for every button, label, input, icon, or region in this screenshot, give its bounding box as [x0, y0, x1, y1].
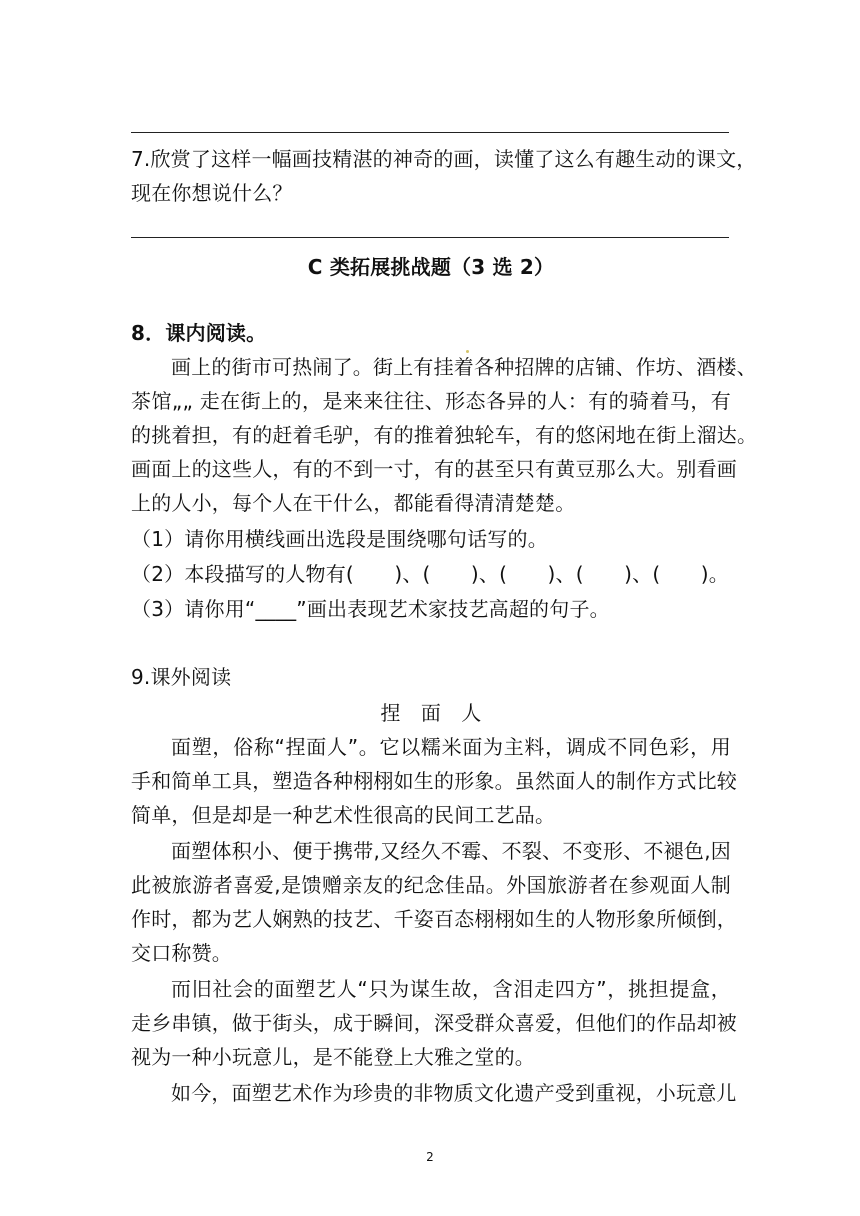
- section-c-title: C 类拓展挑战题（3 选 2）: [307, 255, 555, 279]
- article-line: 面塑，俗称“捏面人”。它以糯米面为主料，调成不同色彩，用: [171, 735, 731, 759]
- passage-line: 画上的街市可热闹了。街上有挂着各种招牌的店铺、作坊、酒楼、: [171, 355, 757, 379]
- answer-line: [131, 132, 729, 133]
- article-line: 交口称赞。: [131, 941, 232, 965]
- article-line: 视为一种小玩意儿，是不能登上大雅之堂的。: [131, 1045, 535, 1069]
- passage-line: 的挑着担，有的赶着毛驴，有的推着独轮车，有的悠闲地在街上溜达。: [131, 423, 758, 447]
- passage-line: 画面上的这些人，有的不到一寸，有的甚至只有黄豆那么大。别看画: [131, 457, 737, 481]
- passage-line: 茶馆„„ 走在街上的，是来来往往、形态各异的人：有的骑着马，有: [131, 389, 731, 413]
- article-line: 如今，面塑艺术作为珍贵的非物质文化遗产受到重视，小玩意儿: [171, 1081, 737, 1105]
- article-line: 而旧社会的面塑艺人“只为谋生故，含泪走四方”，挑担提盒，: [171, 977, 731, 1001]
- article-line: 手和简单工具，塑造各种栩栩如生的形象。虽然面人的制作方式比较: [131, 769, 737, 793]
- q8-subquestion-1: （1）请你用横线画出选段是围绕哪句话写的。: [131, 527, 548, 551]
- article-line: 作时，都为艺人娴熟的技艺、千姿百态栩栩如生的人物形象所倾倒，: [131, 907, 737, 931]
- article-title: 捏 面 人: [380, 701, 482, 725]
- article-line: 走乡串镇，做于街头，成于瞬间，深受群众喜爱，但他们的作品却被: [131, 1011, 737, 1035]
- q8-subquestion-2: （2）本段描写的人物有( )、( )、( )、( )、( )。: [131, 562, 729, 586]
- article-line: 面塑体积小、便于携带,又经久不霉、不裂、不变形、不褪色,因: [171, 839, 731, 863]
- article-line: 此被旅游者喜爱,是馈赠亲友的纪念佳品。外国旅游者在参观面人制: [131, 873, 731, 897]
- article-line: 简单，但是却是一种艺术性很高的民间工艺品。: [131, 803, 556, 827]
- q8-heading: 8．课内阅读。: [131, 321, 267, 345]
- q8-subquestion-3: （3）请你用“____”画出表现艺术家技艺高超的句子。: [131, 597, 610, 621]
- q7-text-line: 7.欣赏了这样一幅画技精湛的神奇的画，读懂了这么有趣生动的课文，: [131, 147, 757, 171]
- page-number: 2: [426, 1150, 434, 1164]
- answer-line: [131, 237, 729, 238]
- q7-text-line: 现在你想说什么？: [131, 181, 293, 205]
- passage-line: 上的人小，每个人在干什么，都能看得清清楚楚。: [131, 491, 576, 515]
- q9-heading: 9.课外阅读: [131, 665, 232, 689]
